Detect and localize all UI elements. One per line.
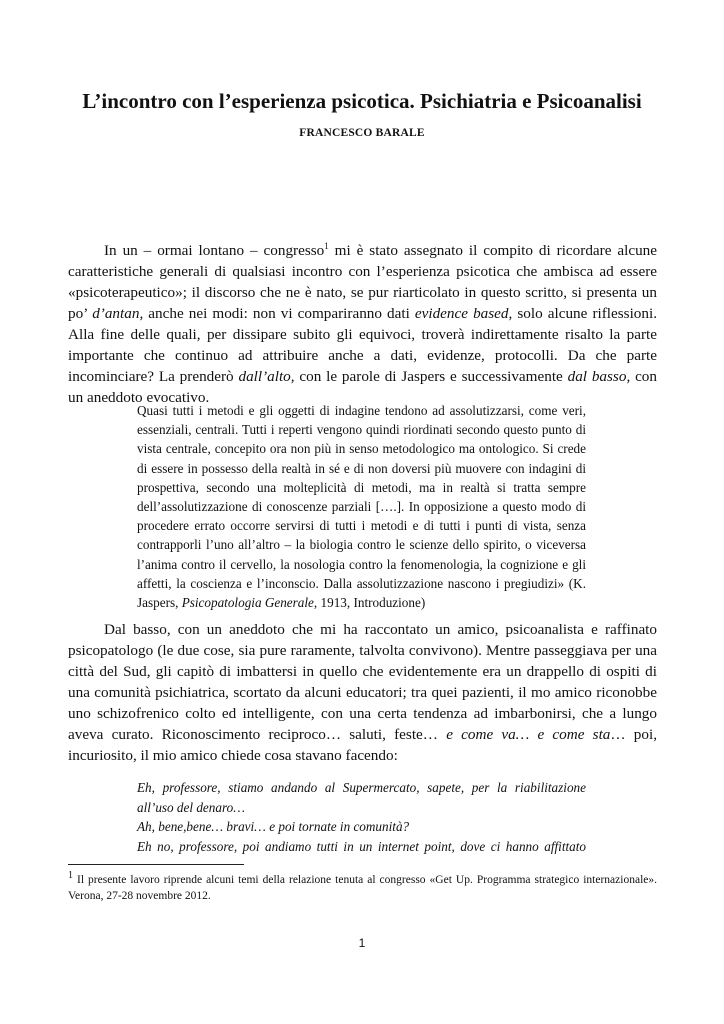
anecdote-italic: e come va… e come sta [446,726,611,743]
dialog-line: Eh, professore, stiamo andando al Supermercato, sapete, per la riabilitazione all’uso del denaro… [137,780,586,815]
intro-italic-3: dall’alto, [238,368,295,385]
dialog-line: Ah, bene,bene… bravi… e poi tornate in comunità? [137,819,410,834]
intro-text-1: In un – ormai lontano – congresso [104,242,325,259]
document-title: L’incontro con l’esperienza psicotica. Psichiatria e Psicoanalisi [82,89,642,113]
anecdote-text-1: Dal basso, con un aneddoto che mi ha raccontato un amico, psicoanalista e raffinato psicopatologo (le due cose, sia pure raramente, talvolta convivono). Mentre passeggiava per una città del Sud, gli capitò di imbattersi in quello che evidentemente era un drappello di ospiti di una comunità psichiatrica, scortato da alcuni educatori; tra quei pazienti, il mo amico riconobbe uno schizofrenico colto ed intelligente, con una certa tendenza ad imbarbonirsi, che a lungo aveva curato. Riconoscimento reciproco… saluti, feste… [68,621,657,743]
footnote-separator [68,864,244,865]
intro-italic-1: d’antan [92,305,140,322]
footnote-ref[interactable]: 1 [324,240,329,251]
paragraph-intro [68,240,657,408]
intro-text-4: , solo alcune riflessioni. Alla fine delle quali, per dissipare subito gli equivoci, troverà indirettamente risalto la parte importante che continuo ad attribuire anche a dati, evidenze, protocolli. Da che parte incominciare? La prenderò [68,305,657,385]
quote-text: Quasi tutti i metodi e gli oggetti di indagine tendono ad assolutizzarsi, come veri, essenziali, centrali. Tutti i reperti vengono quindi riordinati secondo questo punto di vista centrale, concepito ora non più in senso metodologico ma ontologico. Si crede di essere in possesso della realtà in sé e di non doversi più muovere con indagini di prospettiva, secondo una molteplicità di metodi, ma in realtà si tratta sempre dell’assolutizzazione di conoscenze parziali [….]. In opposizione a questo modo di procedere errato occorre servirsi di tutti i metodi e di tutti i punti di vista, senza contrapporli l’uno all’altro – la biologia contro le scienze dello spirito, o viceversa l’anima contro il cervello, la nosologia contro la fenomenologia, la cognizione e gli affetti, la coscienza e l’inconscio. Dalla assolutizzazione nascono i pregiudizi» (K. Jaspers, [137,403,586,611]
footnote-text: Il presente lavoro riprende alcuni temi della relazione tenuta al congresso «Get Up. Programma strategico internazionale». Verona, 27-28 novembre 2012. [68,874,657,902]
intro-text-3: , anche nei modi: non vi compariranno dati [139,305,415,322]
quote-source-rest: , 1913, Introduzione) [313,595,426,611]
dialog-block [137,778,586,856]
intro-text-2: mi è stato assegnato il compito di ricordare alcune caratteristiche generali di qualsiasi incontro con l’esperienza psicotica che ambisca ad essere «psicoterapeutico»; il discorso che ne è nato, se pur riarticolato in questo scritto, si presenta un po’ [68,242,657,322]
quote-source-title: Psicopatologia Generale [181,595,314,611]
footnote [68,872,657,904]
intro-italic-4: dal basso, [567,368,631,385]
footnote-number: 1 [68,870,73,882]
anecdote-text-2: … poi, incuriosito, il mio amico chiede cosa stavano facendo: [68,726,657,764]
intro-italic-2: evidence based [414,305,509,322]
intro-text-5: con le parole di Jaspers e successivamente [294,368,568,385]
paragraph-anecdote [68,619,657,766]
dialog-line: Eh no, professore, poi andiamo tutti in un internet point, dove ci hanno affittato [137,838,586,854]
jaspers-quote [137,401,586,612]
page-number: 1 [358,936,366,950]
author-name: FRANCESCO BARALE [299,127,425,139]
intro-text-6: con un aneddoto evocativo. [68,368,657,406]
